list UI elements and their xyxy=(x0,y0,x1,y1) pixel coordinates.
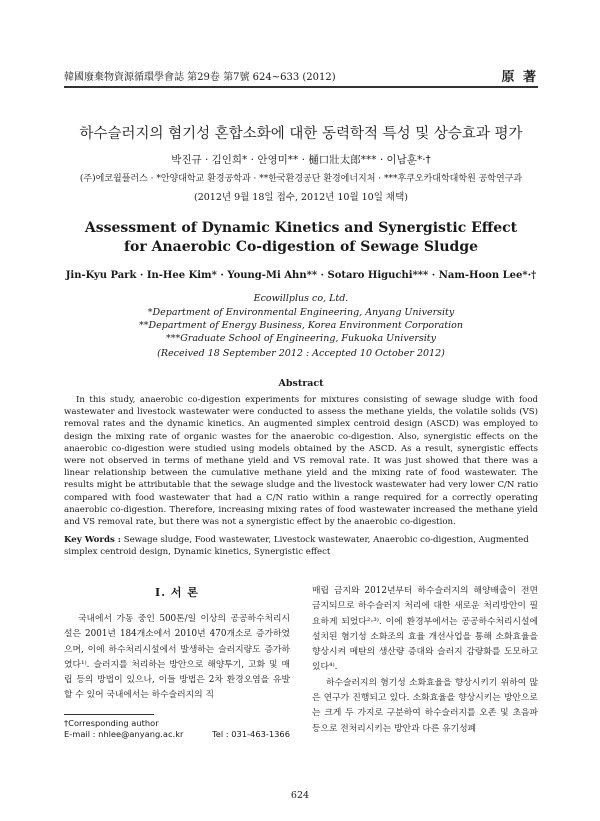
english-authors: Jin-Kyu Park · In-Hee Kim* · Young-Mi Ahn** · Sotaro Higuchi*** · Nam-Hoon Lee*·† xyxy=(65,270,537,281)
left-column xyxy=(64,612,290,704)
header-rule xyxy=(64,86,538,88)
english-title xyxy=(64,219,538,257)
english-affiliation-1: Ecowillplus co, Ltd. xyxy=(253,293,349,304)
right-paragraph-1: 매립 금지와 2012년부터 하수슬러지의 해양배출이 전면 금지되므로 하수슬러지 처리에 대한 새로운 처리방안이 필요하게 되었다²·³⁾. 이에 환경부에서는 공공하수처리시설에 설치된 혐기성 소화조의 효율 개선사업을 통해 소화효율을 향상시켜 메탄의 생산량 증대와 슬러지 감량화를 도모하고 있다⁴⁾. xyxy=(312,586,538,673)
left-paragraph-1: 국내에서 가동 중인 500톤/일 이상의 공공하수처리시설은 2001년 184개소에서 2010년 470개소로 증가하였으며, 이에 하수처리시설에서 발생하는 슬러지량도 증가하였다¹⁾. 슬러지를 처리하는 방안으로 해양투기, 고화 및 매립 등의 방법이 있으나, 이들 방법은 2차 환경오염을 유발할 수 있어 국내에서는 하수슬러지의 직 xyxy=(64,614,290,701)
english-dates: (Received 18 September 2012 : Accepted 10 October 2012) xyxy=(157,348,445,359)
author-email: E-mail : nhlee@anyang.ac.kr xyxy=(64,729,184,739)
english-affiliation-3: **Department of Energy Business, Korea Environment Corporation xyxy=(139,320,463,331)
korean-authors: 박진규 · 김인희* · 안영미** · 樋口壯太郎*** · 이남훈*·† xyxy=(171,154,431,166)
korean-affiliations: (주)에코윌플러스 · *안양대학교 환경공학과 · **한국환경공단 환경에너지처 · ***후쿠오카대학대학원 공학연구과 xyxy=(79,174,523,184)
page-number: 624 xyxy=(290,790,310,801)
article-type: 原 著 xyxy=(501,70,538,85)
english-title-line2: for Anaerobic Co-digestion of Sewage Sludge xyxy=(123,239,479,255)
english-affiliation-4: ***Graduate School of Engineering, Fukuoka University xyxy=(166,333,436,344)
keywords-list: Sewage sludge, Food wastewater, Livestock wastewater, Anaerobic co-digestion, Augmented simplex centroid design, Dynamic kinetics, Synergistic effect xyxy=(64,535,529,558)
right-column xyxy=(312,584,538,737)
section-title: I. 서 론 xyxy=(155,586,199,599)
corresponding-author: †Corresponding author xyxy=(64,718,159,728)
keywords xyxy=(64,534,538,558)
keywords-label: Key Words : xyxy=(64,535,121,545)
abstract-title: Abstract xyxy=(278,378,324,389)
english-title-line1: Assessment of Dynamic Kinetics and Synergistic Effect xyxy=(84,220,518,236)
korean-title: 하수슬러지의 혐기성 혼합소화에 대한 동력학적 특성 및 상승효과 평가 xyxy=(79,126,523,142)
journal-citation: 韓國廢棄物資源循環學會誌 第29卷 第7號 624~633 (2012) xyxy=(64,72,336,83)
footnote xyxy=(64,718,290,740)
author-tel: Tel : 031-463-1366 xyxy=(212,729,290,739)
english-affiliation-2: *Department of Environmental Engineering, Anyang University xyxy=(147,307,455,318)
footnote-rule xyxy=(64,714,154,715)
right-paragraph-2: 하수슬러지의 혐기성 소화효율을 향상시키기 위하여 많은 연구가 진행되고 있다. 소화효율을 향상시키는 방안으로는 크게 두 가지로 구분하여 하수슬러지를 오존 및 초음파 등으로 전처리시키는 방안과 다른 유기성폐 xyxy=(312,677,538,734)
korean-dates: (2012년 9월 18일 접수, 2012년 10월 10일 채택) xyxy=(193,192,408,203)
abstract-text: In this study, anaerobic co-digestion experiments for mixtures consisting of sewage sludge with food wastewater and livestock wastewater were conducted to assess the methane yields, the volatile solids (VS) removal rates and the dynamic kinetics. An augmented simplex centroid design (ASCD) was employed to design the mixing rate of organic wastes for the anaerobic co-digestion. Also, synergistic effects on the anaerobic co-digestion were studied using models obtained by the ASCD. As a result, synergistic effects were not observed in terms of methane yield and VS removal rate. It was just showed that there was a linear relationship between the cumulative methane yield and the mixing rate of food wastewater. The results might be attributable that the sewage sludge and the livestock wastewater had very lower C/N ratio compared with food wastewater that had a C/N ratio within a range required for a correctly operating anaerobic co-digestion. Therefore, increasing mixing rates of food wastewater increased the methane yield and VS removal rate, but there was not a synergistic effect by the anaerobic co-digestion. xyxy=(64,395,538,528)
